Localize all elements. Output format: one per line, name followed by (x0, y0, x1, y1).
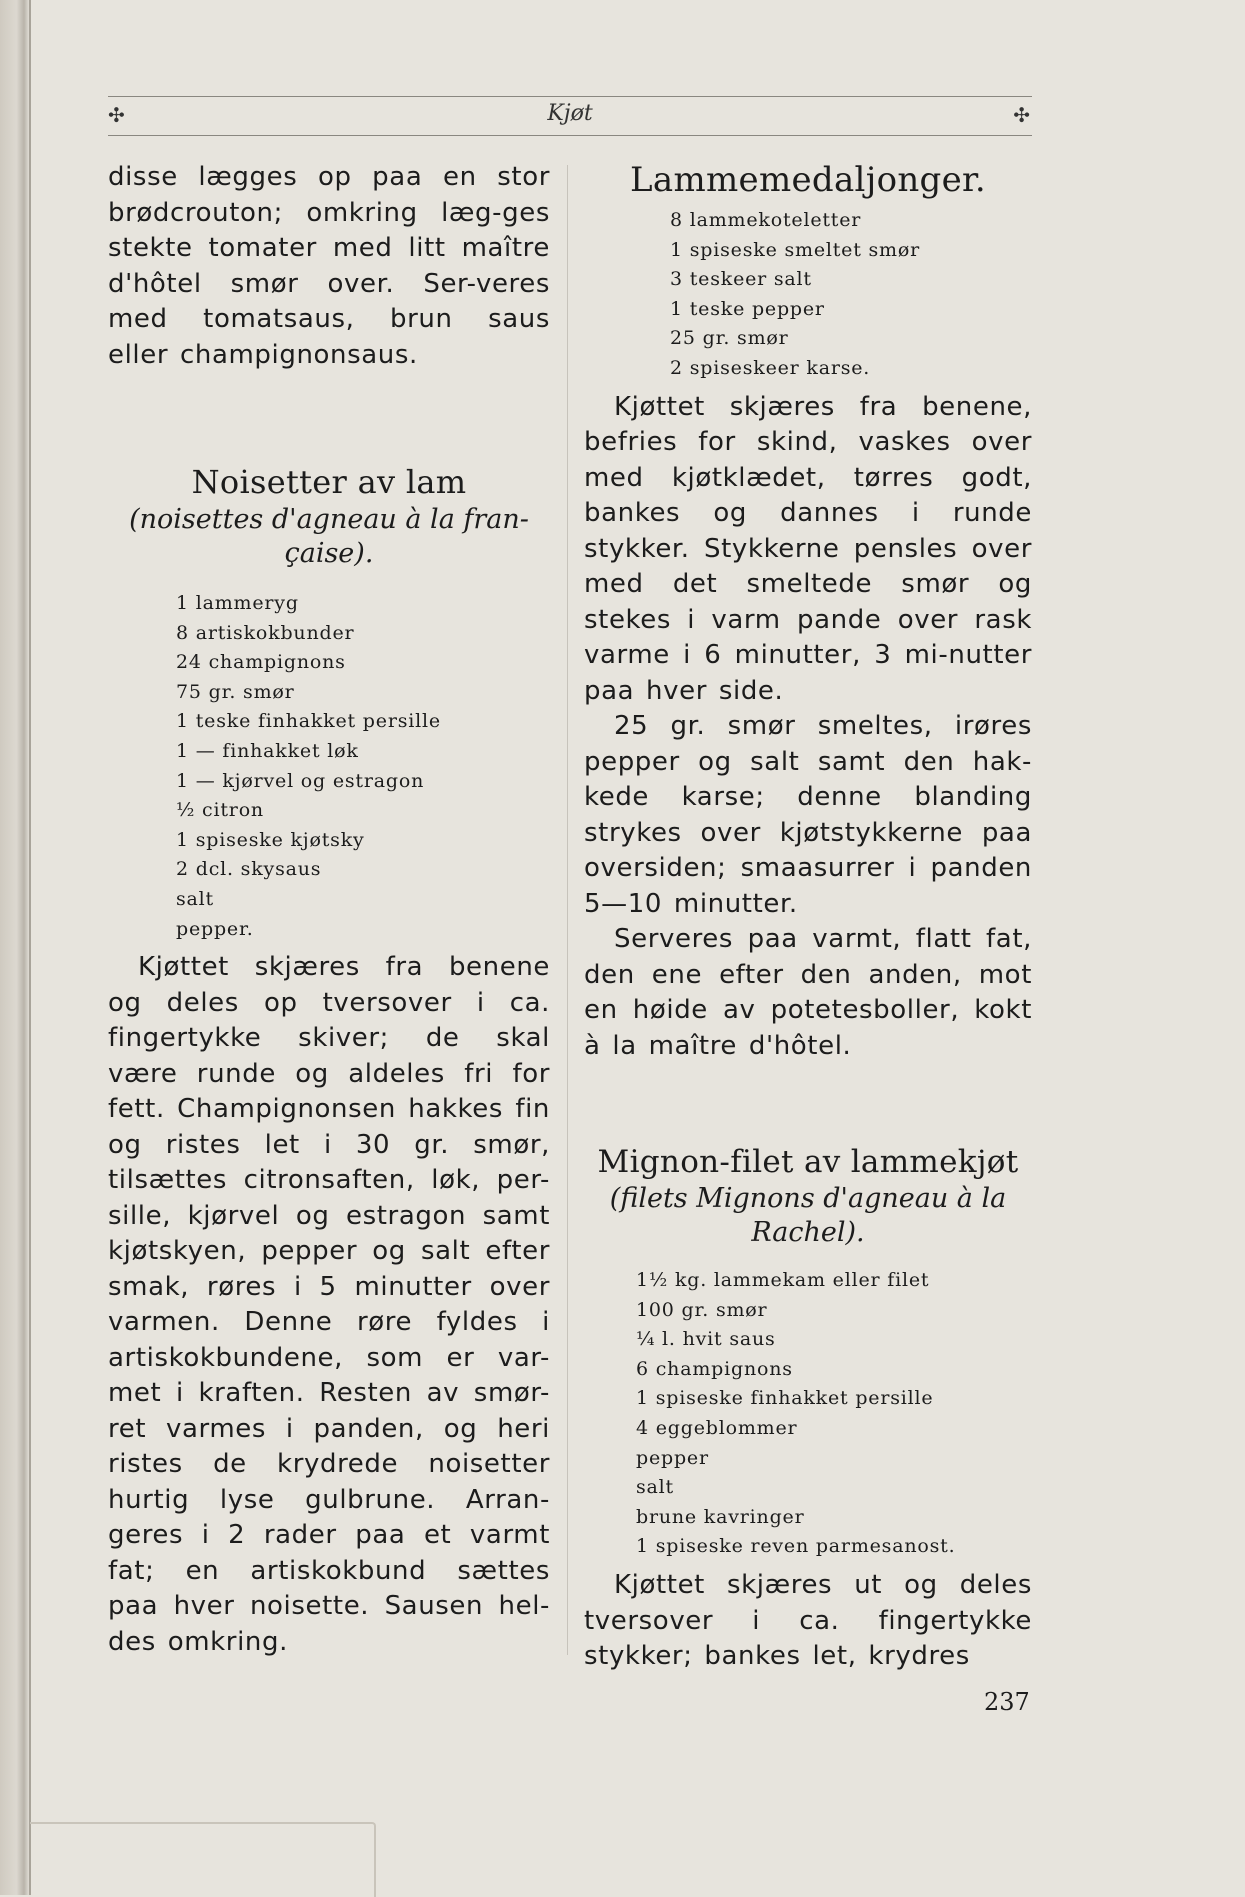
ingredient-item: pepper (636, 1446, 709, 1469)
ingredient-item: ¼ l. hvit saus (636, 1328, 776, 1351)
column-divider (567, 165, 568, 1655)
ingredient-item: 1 spiseske finhakket persille (636, 1387, 934, 1410)
method-paragraph-1: Kjøttet skjæres fra benene, befries for skind, vaskes over med kjøtklædet, tørres godt, bankes og dannes i runde stykker. Stykkerne pensles over med det smeltede smør og stekes i varm pande over rask varme i 6 minutter, 3 mi-nutter paa hver side. (584, 391, 1032, 706)
ingredient-item: 25 gr. smør (670, 327, 789, 350)
ingredient-item: brune kavringer (636, 1505, 805, 1528)
ingredient-item: ½ citron (176, 799, 264, 822)
ingredient-item: 1 — kjørvel og estragon (176, 769, 425, 792)
ingredient-item: 4 eggeblommer (636, 1417, 798, 1440)
recipe-subtitle-mignon: (filets Mignons d'agneau à la Rachel). (609, 1183, 1007, 1249)
right-column (584, 160, 1032, 1675)
book-gutter (0, 0, 30, 1895)
ingredient-list-mignon (636, 1266, 1032, 1562)
ingredient-item: 2 dcl. skysaus (176, 858, 322, 881)
ingredient-item: 1 lammeryg (176, 592, 299, 614)
ingredient-item: 8 artiskokbunder (176, 621, 355, 644)
ingredient-item: 24 champignons (176, 651, 346, 674)
left-column (108, 160, 550, 1660)
method-paragraph-noisetter: Kjøttet skjæres fra benene og deles op tversover i ca. fingertykke skiver; de skal være runde og aldeles fri for fett. Champignonsen hakkes fin og ristes let i 30 gr. smør, tilsættes citronsaften, løk, per-sille, kjørvel og estragon samt kjøtskyen, pepper og salt efter smak, røres i 5 minutter over varmen. Denne røre fyldes i artiskokbundene, som er var-met i kraften. Resten av smør-ret varmes i panden, og heri ristes de krydrede noisetter hurtig lyse gulbrune. Arran-geres i 2 rader paa et varmt fat; en artiskokbund sættes paa hver noisette. Sausen hel-des omkring. (108, 952, 550, 1657)
ingredient-item: 1 teske pepper (670, 297, 825, 320)
scan-edge-mark (30, 1822, 376, 1897)
ornament-right-icon: ✣ (1013, 103, 1030, 127)
recipe-title-noisetter: Noisetter av lam (191, 463, 467, 501)
ingredient-list-lammemedaljonger (670, 206, 1032, 384)
gutter-line (29, 0, 31, 1895)
method-paragraph-2: 25 gr. smør smeltes, irøres pepper og salt samt den hak-kede karse; denne blanding strykes over kjøtstykkerne paa oversiden; smaasurrer i panden 5—10 minutter. (584, 711, 1032, 919)
ingredient-item: 100 gr. smør (636, 1298, 768, 1321)
ingredient-item: 1 teske finhakket persille (176, 710, 441, 733)
running-head-title: Kjøt (547, 101, 593, 126)
ingredient-item: 1 spiseske kjøtsky (176, 828, 365, 851)
ornament-left-icon: ✣ (108, 103, 125, 127)
ingredient-item: 1½ kg. lammekam eller filet (636, 1269, 930, 1292)
ingredient-item: 1 spiseske smeltet smør (670, 238, 920, 261)
ingredient-item: 75 gr. smør (176, 680, 295, 703)
recipe-subtitle-noisetter: (noisettes d'agneau à la fran-çaise). (129, 504, 529, 569)
recipe-title-lammemedaljonger: Lammemedaljonger. (630, 160, 986, 200)
method-paragraph-3: Serveres paa varmt, flatt fat, den ene efter den anden, mot en høide av potetesboller, kokt à la maître d'hôtel. (584, 924, 1032, 1061)
ingredient-item: 3 teskeer salt (670, 268, 812, 291)
intro-paragraph: disse læggеs op paa en stor brødcrouton; omkring læg-ges stekte tomater med litt maître d'hôtel smør over. Ser-veres med tomatsaus, brun saus eller champignonsaus. (108, 162, 550, 370)
ingredient-item: pepper. (176, 917, 254, 940)
running-header (108, 96, 1032, 136)
ingredient-list-noisetter (176, 589, 550, 944)
recipe-title-mignon: Mignon-filet av lammekjøt (597, 1144, 1019, 1181)
ingredient-item: 1 — finhakket løk (176, 739, 359, 762)
page-number: 237 (984, 1688, 1030, 1716)
ingredient-item: 2 spiseskeer karse. (670, 356, 871, 379)
ingredient-item: 6 champignons (636, 1357, 793, 1380)
ingredient-item: 1 spiseske reven parmesanost. (636, 1535, 956, 1558)
ingredient-item: salt (636, 1476, 674, 1499)
method-paragraph-mignon: Kjøttet skjæres ut og deles tversover i ca. fingertykke stykker; bankes let, krydres (584, 1570, 1032, 1671)
ingredient-item: salt (176, 887, 214, 910)
ingredient-item: 8 lammekoteletter (670, 209, 862, 231)
